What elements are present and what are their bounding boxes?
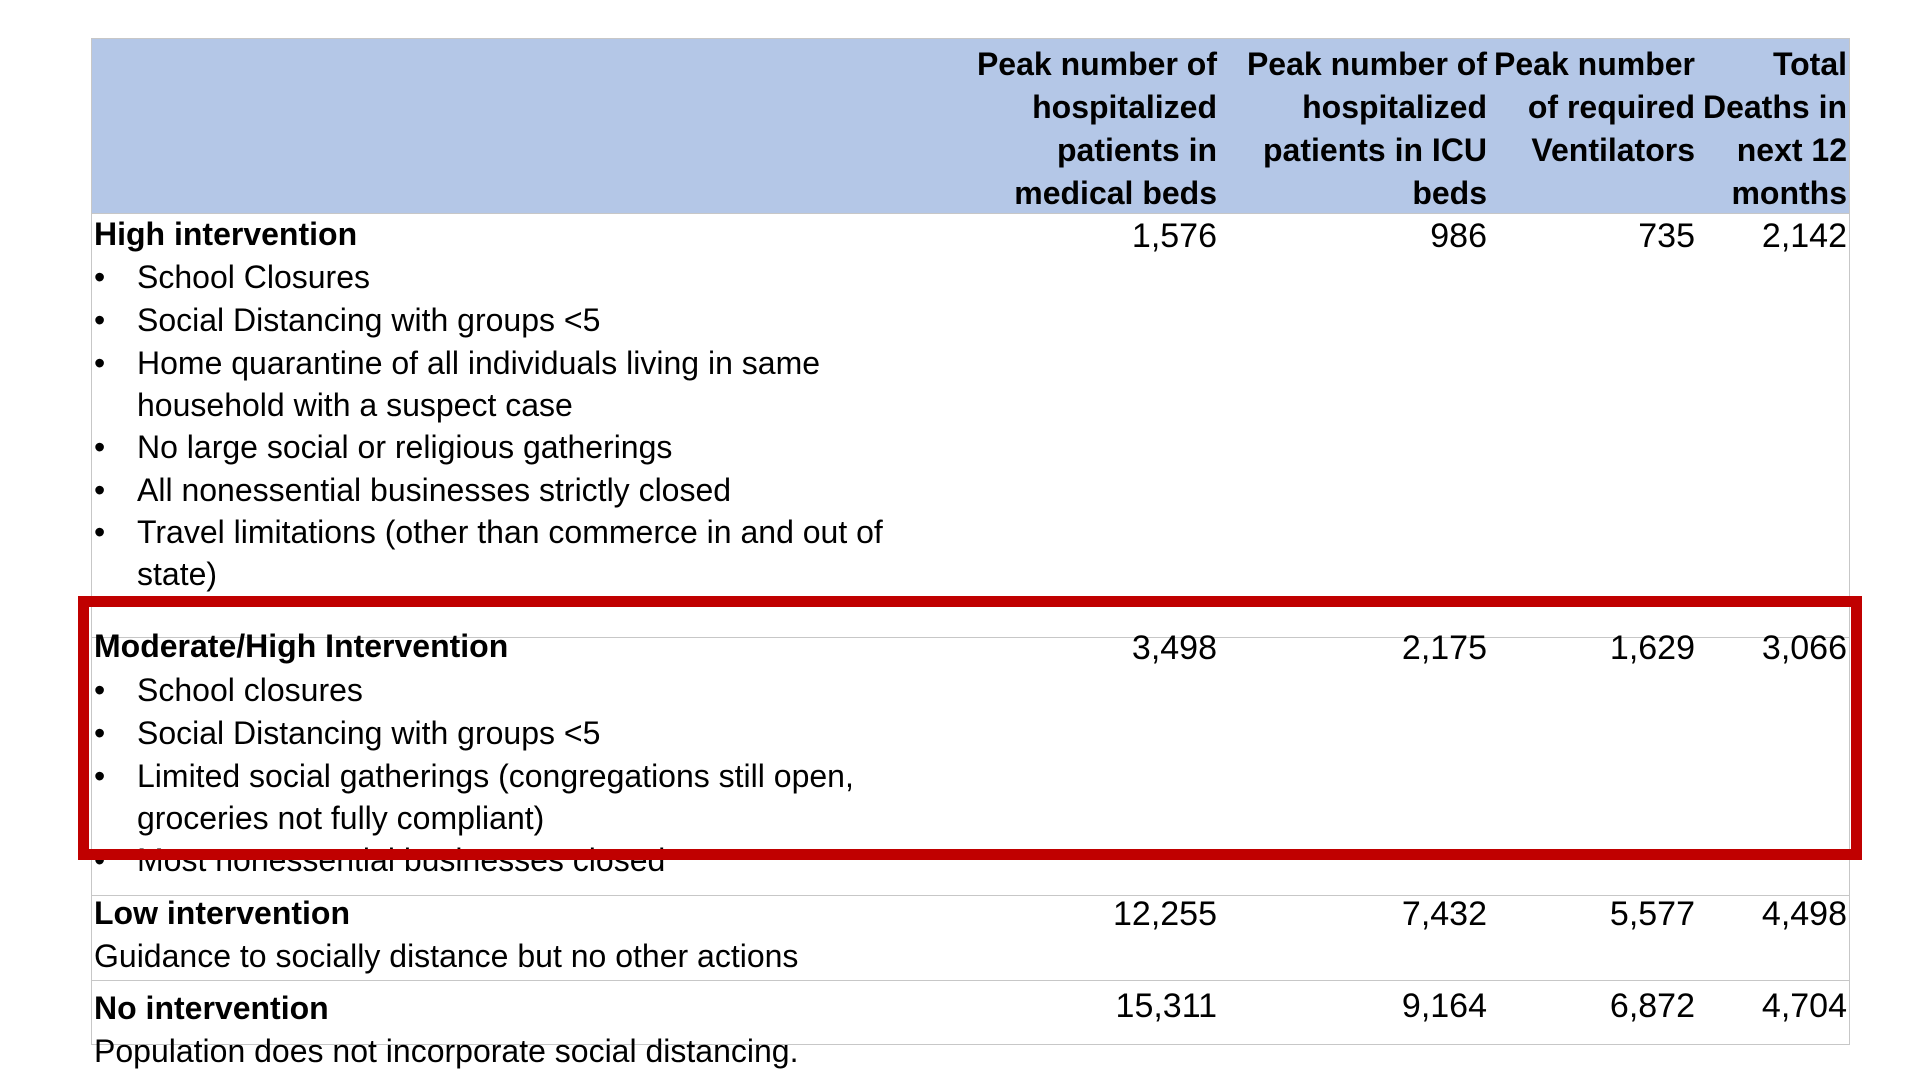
list-item: • All nonessential businesses strictly closed [92, 469, 942, 511]
value-medical-beds: 1,576 [1131, 217, 1217, 255]
row-title: Low intervention [94, 895, 350, 931]
value-total-deaths: 4,498 [1761, 895, 1847, 933]
value-medical-beds: 3,498 [1131, 629, 1217, 667]
list-item: • School closures [92, 669, 942, 711]
bullet-icon: • [94, 715, 106, 751]
list-item: • Limited social gatherings (congregations still open, groceries not fully compliant) [92, 755, 942, 839]
header-total-deaths: Total Deaths in next 12 months [1702, 46, 1847, 211]
table-row-low-intervention [92, 895, 1849, 981]
highlight-box [78, 596, 1862, 860]
bullet-icon: • [94, 842, 106, 878]
bullet-icon: • [94, 429, 106, 465]
row-description: Population does not incorporate social distancing. [94, 1033, 799, 1069]
intervention-table [91, 38, 1850, 1069]
bullet-icon: • [94, 514, 106, 550]
value-total-deaths: 2,142 [1761, 217, 1847, 255]
header-ventilators: Peak number of required Ventilators [1494, 46, 1695, 168]
header-medical-beds: Peak number of hospitalized patients in medical beds [976, 46, 1217, 211]
bullet-icon: • [94, 345, 106, 381]
value-ventilators: 735 [1638, 217, 1695, 255]
value-ventilators: 1,629 [1609, 629, 1695, 667]
value-icu-beds: 2,175 [1401, 629, 1487, 667]
list-item: • Travel limitations (other than commerce in and out of state) [92, 511, 942, 595]
bullet-icon: • [94, 672, 106, 708]
bullet-icon: • [94, 302, 106, 338]
list-item: • Social Distancing with groups <5 [92, 712, 942, 754]
row-title: High intervention [94, 216, 358, 252]
bullet-list [92, 256, 942, 595]
list-item: • Home quarantine of all individuals living in same household with a suspect case [92, 342, 942, 426]
list-item: • Most nonessential businesses closed [92, 839, 942, 881]
value-medical-beds: 12,255 [1113, 895, 1217, 933]
value-ventilators: 6,872 [1609, 987, 1695, 1025]
table-row-high-intervention [92, 213, 1849, 637]
row-title: Moderate/High Intervention [94, 628, 509, 664]
value-icu-beds: 986 [1430, 217, 1487, 255]
row-title: No intervention [94, 990, 329, 1026]
value-icu-beds: 9,164 [1401, 987, 1487, 1025]
value-total-deaths: 4,704 [1761, 987, 1847, 1025]
table-header [92, 39, 1849, 214]
value-medical-beds: 15,311 [1115, 987, 1217, 1025]
bullet-icon: • [94, 259, 106, 295]
value-icu-beds: 7,432 [1401, 895, 1487, 933]
bullet-icon: • [94, 472, 106, 508]
header-icu-beds: Peak number of hospitalized patients in ICU beds [1246, 46, 1487, 211]
table-row-no-intervention [92, 980, 1849, 1069]
value-total-deaths: 3,066 [1761, 629, 1847, 667]
list-item: • No large social or religious gatherings [92, 426, 942, 468]
list-item: • Social Distancing with groups <5 [92, 299, 942, 341]
bullet-icon: • [94, 758, 106, 794]
value-ventilators: 5,577 [1609, 895, 1695, 933]
list-item: • School Closures [92, 256, 942, 298]
row-description: Guidance to socially distance but no other actions [94, 938, 799, 974]
